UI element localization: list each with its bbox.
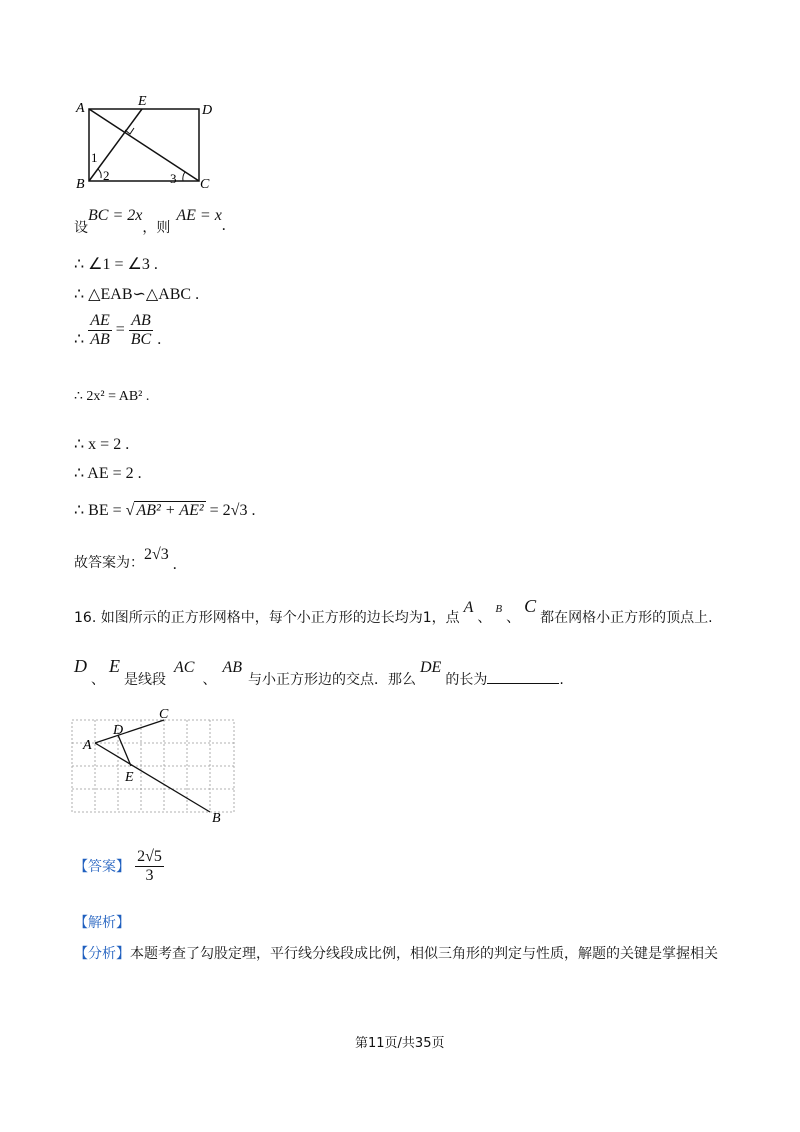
set-end: . <box>221 217 226 234</box>
point-a-label: A <box>76 101 85 116</box>
point-e-label: E <box>138 94 147 109</box>
q16-point-d: D <box>74 656 87 676</box>
answer-15-end: . <box>172 556 177 573</box>
q16-line2-b: 与小正方形边的交点．那么 <box>248 672 416 688</box>
step-ae: ∴ AE = 2 . <box>74 465 142 482</box>
ratio-therefore: ∴ <box>74 331 85 349</box>
grid-point-b-label: B <box>212 811 221 826</box>
answer-15-label: 故答案为： <box>74 555 144 571</box>
q16-line2-end: . <box>559 672 564 688</box>
grid-point-d-label: D <box>113 723 124 738</box>
q16-sep4: 、 <box>202 672 217 688</box>
grid-point-e-label: E <box>125 770 134 785</box>
q16-line2-a: 是线段 <box>124 672 166 688</box>
ratio-end: . <box>157 331 162 349</box>
q16-line1-a: 16. 如图所示的正方形网格中，每个小正方形的边长均为1，点 <box>74 610 460 626</box>
be-prefix: ∴ BE = <box>74 502 122 519</box>
answer-16-fraction <box>135 848 164 885</box>
be-radical-sign: √ <box>125 502 135 519</box>
ratio-right-den: BC <box>130 331 152 348</box>
step-ratio <box>74 312 161 349</box>
set-bc: BC = 2x <box>88 207 143 224</box>
grid-point-c-label: C <box>159 707 169 722</box>
q16-point-b: B <box>495 603 503 615</box>
step-x: ∴ x = 2 . <box>74 436 130 453</box>
q16-sep3: 、 <box>91 672 105 688</box>
q16-line1-b: 都在网格小正方形的顶点上. <box>540 610 713 626</box>
analysis-line <box>74 943 718 963</box>
set-ae: AE = x <box>176 207 222 224</box>
fenxi-text: 本题考查了勾股定理，平行线分线段成比例，相似三角形的判定与性质，解题的关键是掌握相关 <box>130 946 718 962</box>
q16-seg-de: DE <box>420 659 442 676</box>
be-radicand: AB² + AE² <box>136 502 204 519</box>
point-c-label: C <box>200 177 210 192</box>
step-similar: ∴ △EAB∽△ABC . <box>74 286 200 303</box>
fenxi-label: 【分析】 <box>74 946 130 962</box>
answer-16-den: 3 <box>145 867 154 884</box>
ratio-left-num: AE <box>90 312 110 329</box>
angle-3-label: 3 <box>170 171 177 186</box>
point-b-label: B <box>76 177 85 192</box>
step-be <box>74 500 255 520</box>
answer-15 <box>74 544 177 573</box>
grid-figure <box>66 704 236 826</box>
grid-point-a-label: A <box>83 738 92 753</box>
set-prefix: 设 <box>74 220 88 236</box>
ratio-right-num: AB <box>129 312 153 331</box>
q16-line2-c: 的长为 <box>445 672 488 688</box>
question-16-line-2 <box>74 656 564 688</box>
be-tail: = 2√3 . <box>209 502 256 519</box>
q16-point-a: A <box>463 599 474 616</box>
page-footer: 第11页/共35页 <box>355 1036 445 1051</box>
q16-point-e: E <box>109 656 120 676</box>
analysis-title: 【解析】 <box>74 915 130 931</box>
angle-1-label: 1 <box>91 150 98 165</box>
answer-16 <box>74 848 164 885</box>
step-set <box>74 205 226 236</box>
answer-blank <box>487 669 559 684</box>
q16-seg-ab: AB <box>222 659 242 676</box>
step-square: ∴ 2x² = AB² . <box>74 389 150 404</box>
answer-16-num: 2√5 <box>137 848 162 865</box>
rectangle-figure <box>72 92 222 194</box>
answer-15-value: 2√3 <box>144 546 169 563</box>
angle-2-label: 2 <box>103 168 110 183</box>
set-mid: ，则 <box>142 220 171 236</box>
ratio-eq: = <box>115 321 125 339</box>
question-16-line-1 <box>74 596 713 626</box>
answer-16-label: 【答案】 <box>74 859 130 875</box>
ratio-right <box>129 312 153 349</box>
step-angle: ∴ ∠1 = ∠3 . <box>74 256 158 273</box>
ratio-left <box>88 312 112 349</box>
point-d-label: D <box>202 103 213 118</box>
q16-point-c: C <box>524 596 537 616</box>
ratio-left-den: AB <box>90 331 110 348</box>
q16-sep2: 、 <box>506 610 521 626</box>
q16-seg-ac: AC <box>174 659 195 676</box>
q16-sep1: 、 <box>477 610 492 626</box>
